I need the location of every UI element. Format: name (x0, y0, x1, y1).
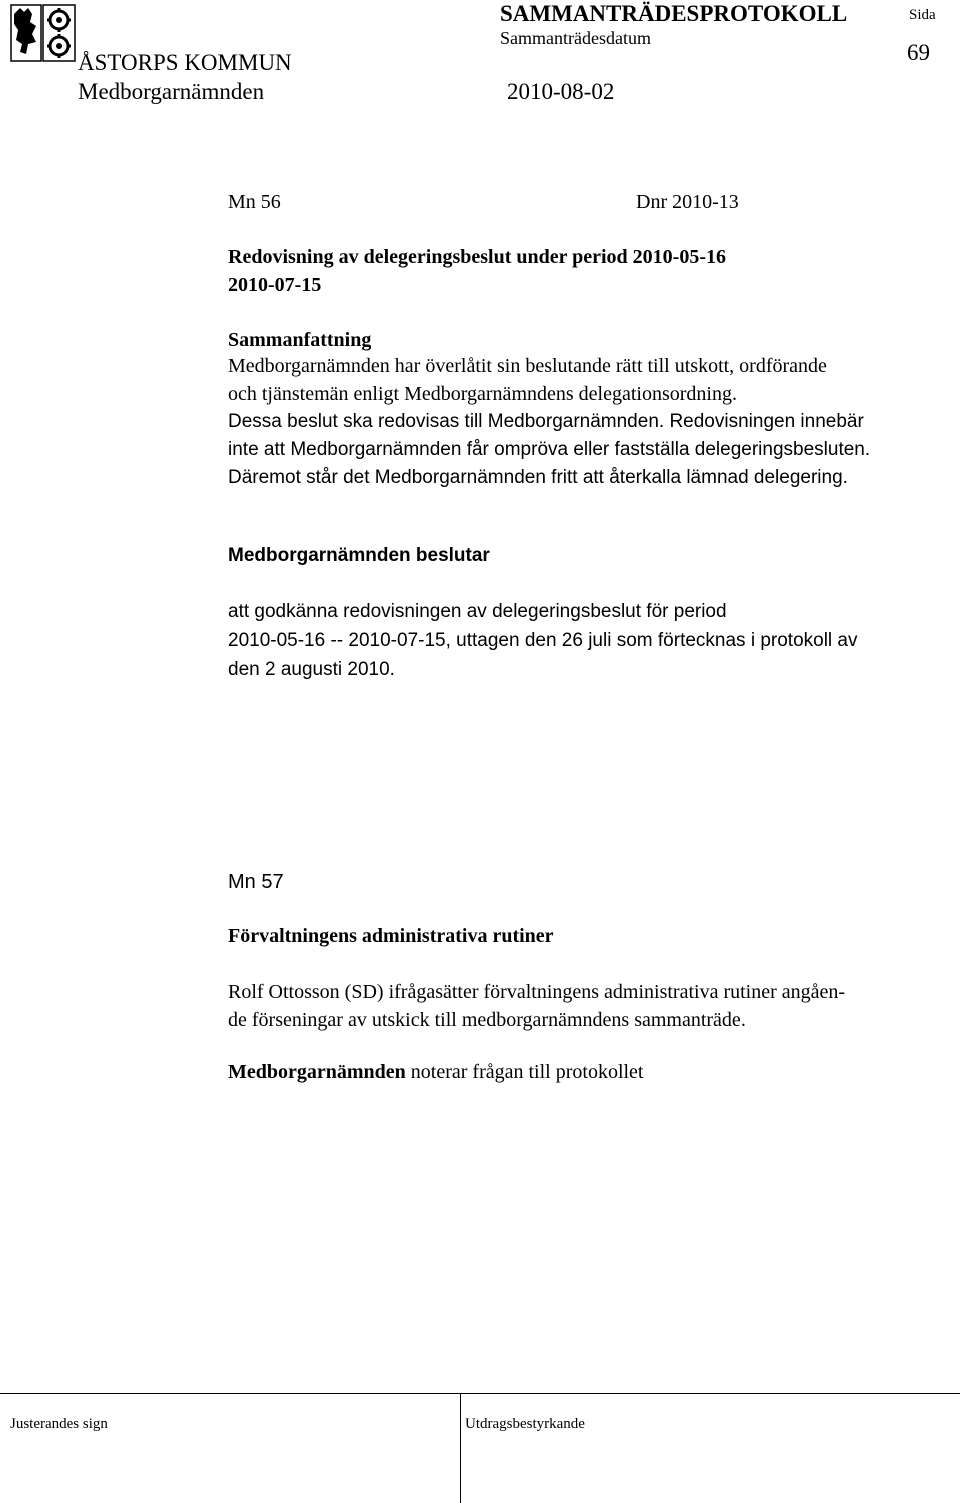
committee-name: Medborgarnämnden (78, 79, 265, 104)
summary-heading: Sammanfattning (228, 329, 372, 351)
summary-line: Medborgarnämnden har överlåtit sin beslutande rätt till utskott, ordförande (228, 355, 827, 377)
section-title: Förvaltningens administrativa rutiner (228, 925, 554, 947)
page-number: 69 (907, 40, 930, 65)
section-title (228, 243, 948, 299)
decision-statement (228, 1061, 948, 1084)
municipality-crest-logo (10, 4, 76, 64)
meeting-date: 2010-08-02 (507, 79, 615, 104)
adjuster-signature-label: Justerandes sign (10, 1416, 108, 1432)
decision-subject: Medborgarnämnden (228, 1061, 406, 1083)
summary-text (228, 352, 948, 408)
extract-certification-label: Utdragsbestyrkande (465, 1416, 585, 1432)
decision-text: noterar frågan till protokollet (405, 1061, 644, 1083)
meeting-date-label: Sammanträdesdatum (500, 28, 651, 48)
decision-line: den 2 augusti 2010. (228, 659, 395, 680)
summary-line: Däremot står det Medborgarnämnden fritt att återkalla lämnad delegering. (228, 467, 848, 488)
page-label: Sida (909, 7, 936, 23)
diary-number: Dnr 2010-13 (636, 191, 739, 213)
decision-text (228, 597, 948, 684)
body-line: de förseningar av utskick till medborgarnämndens sammanträde. (228, 1009, 746, 1031)
section-title-line: 2010-07-15 (228, 274, 322, 296)
municipality-name: ÅSTORPS KOMMUN (78, 50, 292, 75)
section-paragraph-number: Mn 57 (228, 871, 284, 893)
summary-line: inte att Medborgarnämnden får ompröva eller fastställa delegeringsbesluten. (228, 439, 871, 460)
summary-text-continued (228, 408, 948, 492)
section-title-line: Redovisning av delegeringsbeslut under period 2010-05-16 (228, 246, 726, 268)
decision-heading: Medborgarnämnden beslutar (228, 545, 490, 566)
decision-line: 2010-05-16 -- 2010-07-15, uttagen den 26 juli som förtecknas i protokoll av (228, 630, 858, 651)
summary-line: och tjänstemän enligt Medborgarnämndens delegationsordning. (228, 383, 737, 405)
footer-column-divider (460, 1393, 461, 1503)
section-body (228, 978, 948, 1034)
footer-divider (0, 1393, 960, 1394)
summary-line: Dessa beslut ska redovisas till Medborgarnämnden. Redovisningen innebär (228, 411, 864, 432)
document-title: SAMMANTRÄDESPROTOKOLL (500, 1, 848, 26)
section-paragraph-number: Mn 56 (228, 191, 281, 213)
body-line: Rolf Ottosson (SD) ifrågasätter förvaltningens administrativa rutiner angåen- (228, 981, 846, 1003)
decision-line: att godkänna redovisningen av delegeringsbeslut för period (228, 601, 727, 622)
